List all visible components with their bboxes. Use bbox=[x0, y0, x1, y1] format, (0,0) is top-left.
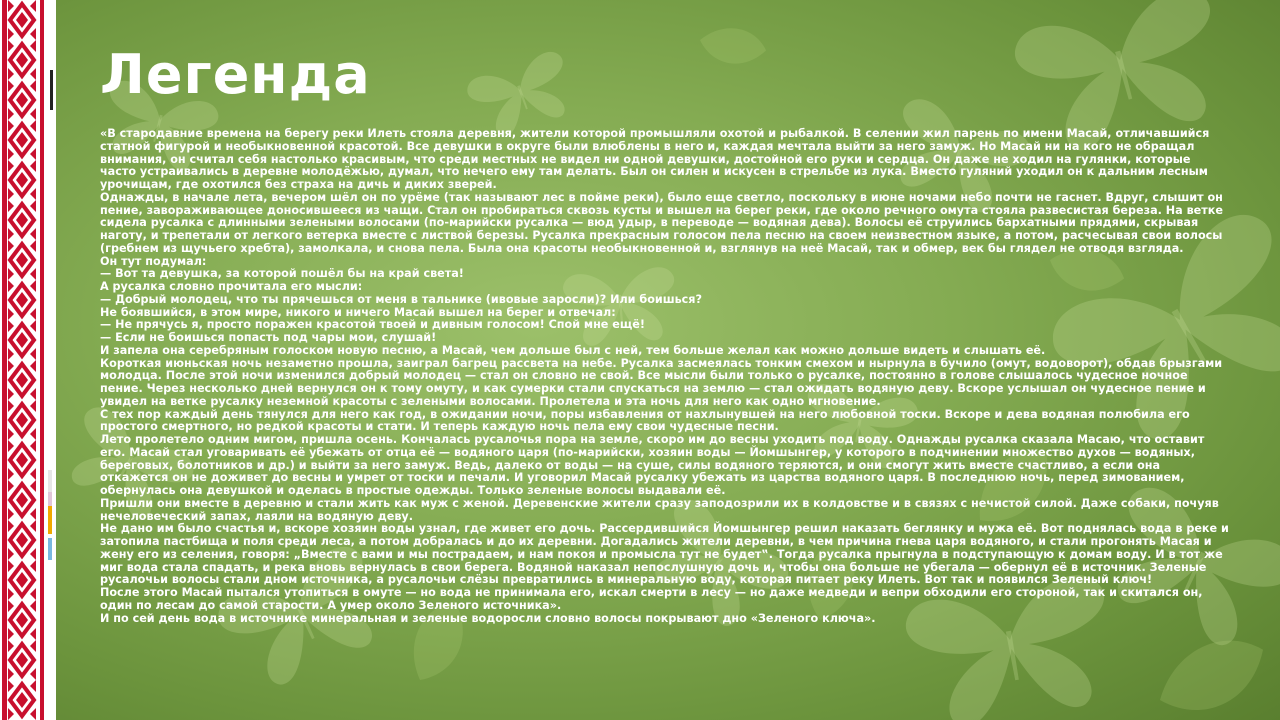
paragraph: «В стародавние времена на берегу реки Илеть стояла деревня, жители которой промышляли охотой и рыбалкой. В селении жил парень по имени Масай, отличавшийся статной фигурой и необыкновенной красотой. Все девушки в округе были влюблены в него и, каждая мечтала выйти за него замуж. Но Масай ни на кого не обращал внимания, он считал себя настолько красивым, что среди местных не видел ни одной девушки, достойной его руки и сердца. Он даже не ходил на гулянки, которые часто устраивались в деревне молодёжью, думал, что нечего ему там делать. Был он силен и искусен в стрельбе из лука. Вместо гуляний уходил он к дальним лесным урочищам, где охотился без страха на дичь и диких зверей. bbox=[100, 127, 1210, 191]
slide-title: Легенда bbox=[100, 43, 371, 106]
paragraph: После этого Масай пытался утопиться в омуте — но вода не принимала его, искал смерти в лесу — но даже медведи и вепри обходили его стороной, так и скитался он, один по лесам до самой старости. А умер около Зеленого источника». bbox=[100, 586, 1203, 612]
paragraph: Однажды, в начале лета, вечером шёл он по урёме (так называют лес в пойме реки), было еще светло, поскольку в июне ночами небо почти не гаснет. Вдруг, слышит он пение, завораживающее доносившееся из чащи. Стал он пробираться сквозь кусты и вышел на берег реки, где около речного омута стояла развесистая береза. На ветке сидела русалка с длинными зелеными волосами (по-марийски русалка — вюд удыр, в переводе — водяная дева). Волосы её струились бархатными прядями, скрывая наготу, и трепетали от легкого ветерка вместе с листвой березы. Русалка прекрасным голосом пела песню на своем неизвестном языке, а потом, расчесывая свои волосы (гребнем из щучьего хребта), замолкала, и снова пела. Была она красоты необыкновенной и, взглянув на неё Масай, так и обмер, век бы глядел не отводя взгляда. bbox=[100, 190, 1223, 255]
paragraph: И запела она серебряным голоском новую песню, а Масай, чем дольше был с ней, тем больше желал как можно дольше видеть и слышать её. bbox=[100, 343, 1046, 357]
accent-bar-4 bbox=[48, 538, 52, 560]
accent-bar-3 bbox=[48, 506, 52, 534]
paragraph: — Вот та девушка, за которой пошёл бы на край света! bbox=[100, 267, 464, 281]
accent-bar-1 bbox=[48, 470, 52, 492]
paragraph: Не боявшийся, в этом мире, никого и ничего Масай вышел на берег и отвечал: bbox=[100, 305, 616, 319]
paragraph: Короткая июньская ночь незаметно прошла, заиграл багрец рассвета на небе. Русалка засмеялась тонким смехом и нырнула в бучило (омут, водоворот), обдав брызгами молодца. После этой ночи изменился добрый молодец — стал он словно не свой. Все мысли были только о русалке, постоянно в голове слышалось чудесное ночное пение. Через несколько дней вернулся он к тому омуту, и как сумерки стали спускаться на землю — стал ожидать водяную деву. Вскоре услышал он чудесное пение и увидел на ветке русалку неземной красоты с зелеными волосами. Пролетела и эта ночь для него как одно мгновение. bbox=[100, 356, 1223, 408]
paragraph: С тех пор каждый день тянулся для него как год, в ожидании ночи, поры избавления от нахлынувшей на него любовной тоски. Вскоре и дева водяная полюбила его простого смертного, но редкой красоты и стати. И теперь каждую ночь пела ему свои чудесные песни. bbox=[100, 407, 1190, 434]
paragraph: А русалка словно прочитала его мысли: bbox=[100, 280, 363, 293]
paragraph: Пришли они вместе в деревню и стали жить как муж с женой. Деревенские жители сразу заподозрили их в колдовстве и в связях с нечистой силой. Даже собаки, почуяв нечеловеческий запах, лаяли на водяную деву. bbox=[100, 496, 1219, 523]
ornament-border bbox=[0, 0, 56, 720]
paragraph: — Не прячусь я, просто поражен красотой твоей и дивным голосом! Спой мне ещё! bbox=[100, 318, 645, 332]
paragraph: Лето пролетело одним мигом, пришла осень. Кончалась русалочья пора на земле, скоро им до весны уходить под воду. Однажды русалка сказала Масаю, что оставит его. Масай стал уговаривать её убежать от отца её — водяного царя (по-марийски, хозяин воды — Йомшынгер, у которого в подчинении множество духов — водяных, береговых, болотников и др.) и выйти за него замуж. Ведь, далеко от воды — на суше, силы водяного теряются, и они смогут жить вместе счастливо, а если она откажется он не доживет до весны и умрет от тоски и печали. И уговорил Масай русалку убежать из царства водяного царя. В последнюю ночь, перед зимованием, обернулась она девушкой и оделась в простые одежды. Только зеленые волосы выдавали её. bbox=[100, 433, 1205, 497]
paragraph: — Добрый молодец, что ты прячешься от меня в тальнике (ивовые заросли)? Или боишься? bbox=[100, 292, 702, 306]
paragraph: Не дано им было счастья и, вскоре хозяин воды узнал, где живет его дочь. Рассердившийся Йомшынгер решил наказать беглянку и мужа её. Вот поднялась вода в реке и затопила пастбища и поля среди леса, а потом добралась и до их деревни. Догадались жители деревни, в чем причина гнева царя водяного, и стали прогонять Масая и жену его из селения, говоря: „Вместе с вами и мы пострадаем, и нам покоя и промысла тут не будет‟. Тогда русалка прыгнула в подступающую к домам воду. И в тот же миг вода стала спадать, и река вновь вернулась в свои берега. Водяной наказал непослушную дочь и, чтобы она больше не убегала — обернул её в источник. Зеленые русалочьи волосы стали дном источника, а русалочьи слёзы превратились в минеральную воду, которая питает реку Илеть. Вот так и появился Зеленый ключ! bbox=[100, 522, 1229, 587]
paragraph: Он тут подумал: bbox=[100, 254, 207, 268]
paragraph: И по сей день вода в источнике минеральная и зеленые водоросли словно волосы покрывают дно «Зеленого ключа». bbox=[100, 611, 876, 625]
accent-bar-2 bbox=[48, 492, 52, 506]
paragraph: — Если не боишься попасть под чары мои, слушай! bbox=[100, 331, 437, 344]
legend-text bbox=[100, 128, 1230, 625]
